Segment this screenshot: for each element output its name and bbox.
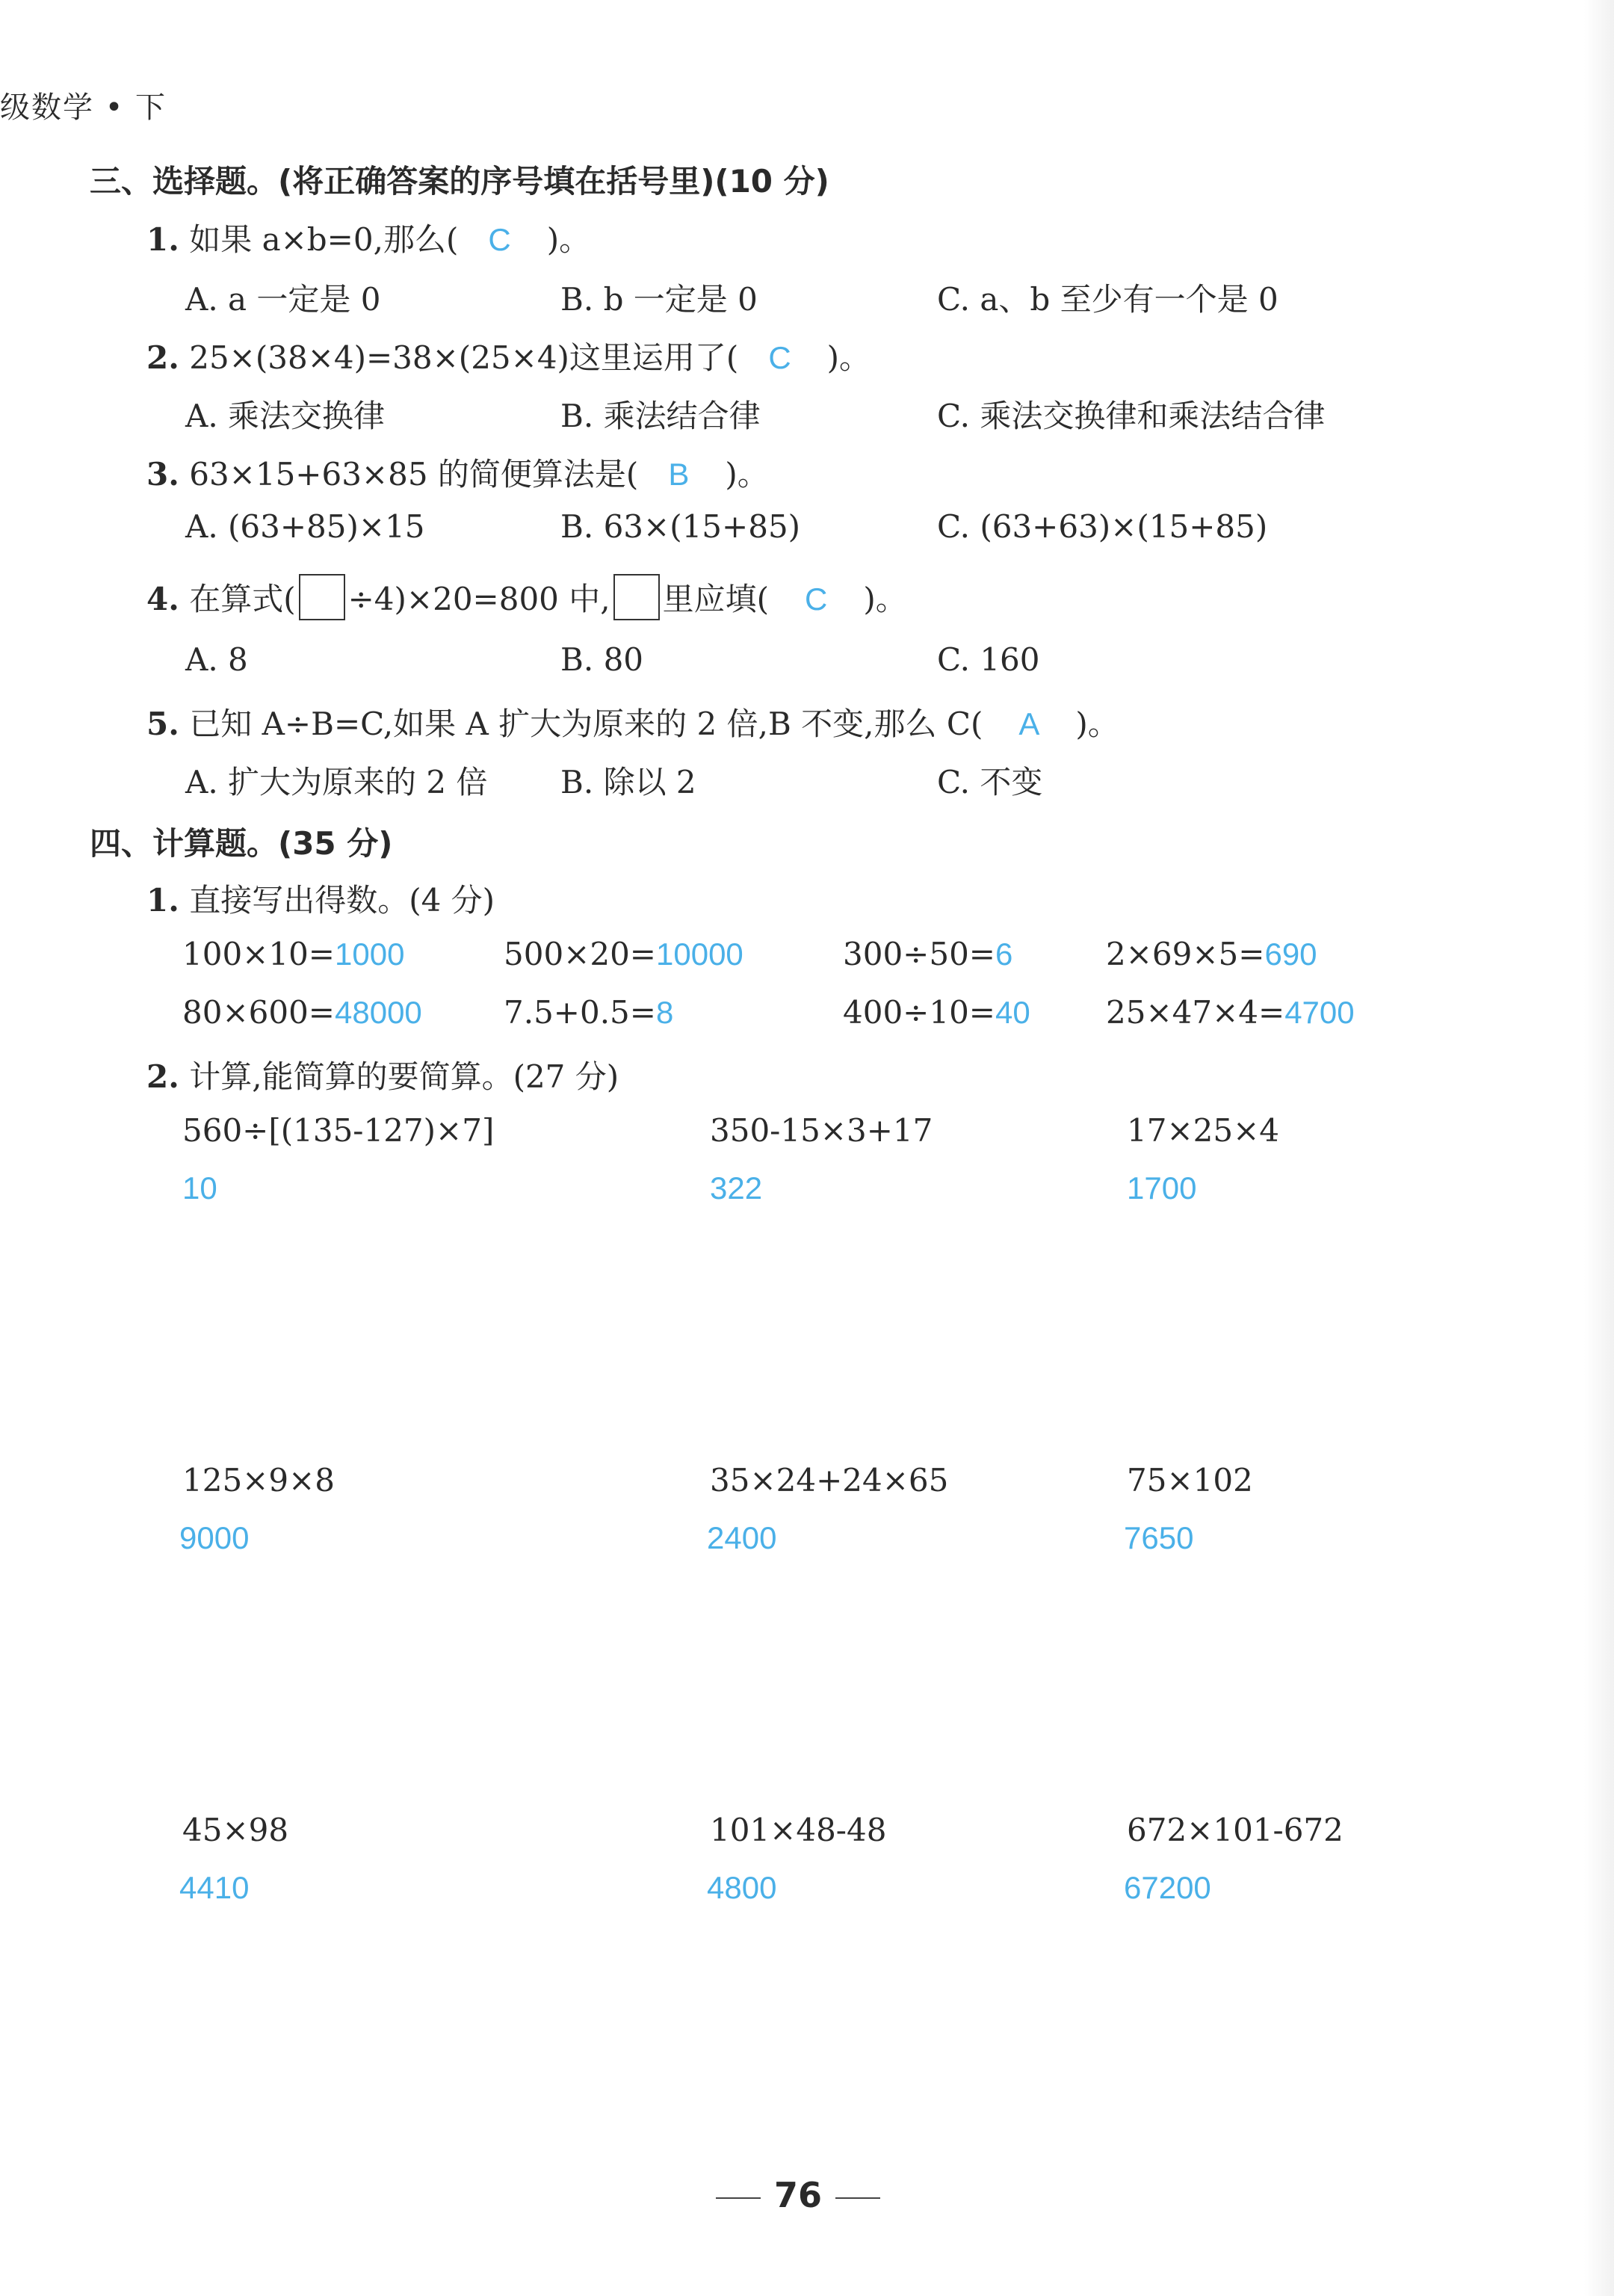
part1-heading: [146, 876, 495, 921]
part-title: 直接写出得数。(4 分): [189, 882, 495, 919]
page-number: [702, 2175, 894, 2215]
calc-expression: 672×101-672: [1127, 1812, 1344, 1848]
mental-math-item: [504, 936, 743, 972]
calc-answer: 7650: [1124, 1520, 1194, 1555]
option-b: B. 63×(15+85): [560, 508, 801, 545]
option-b: B. b 一定是 0: [560, 281, 758, 318]
mental-math-item: [182, 936, 404, 972]
question-stem-end: )。: [826, 339, 871, 376]
option-c: C. (63+63)×(15+85): [937, 508, 1268, 545]
calc-expression: 125×9×8: [182, 1462, 335, 1499]
expression: 100×10=: [182, 936, 335, 972]
calc-expression: 35×24+24×65: [710, 1462, 949, 1499]
question-number: 2.: [146, 339, 179, 376]
section3-title: 三、选择题。(将正确答案的序号填在括号里)(10 分): [90, 163, 829, 200]
question-1: [146, 215, 590, 260]
question-3: [146, 450, 769, 495]
mental-math-item: [843, 994, 1030, 1031]
question-number: 3.: [146, 456, 179, 493]
option-b: B. 除以 2: [560, 764, 696, 800]
expression: 500×20=: [504, 936, 656, 972]
answer: 10000: [656, 936, 743, 972]
mental-math-item: [1106, 936, 1317, 972]
option-a: A. 8: [185, 641, 248, 678]
mental-math-item: [504, 994, 673, 1031]
question-stem: 如果 a×b=0,那么(: [189, 221, 459, 258]
calc-expression: 101×48-48: [710, 1812, 887, 1848]
option-a: A. (63+85)×15: [185, 508, 425, 545]
question-stem-mid: ÷4)×20=800 中,: [347, 581, 610, 617]
part-title: 计算,能简算的要简算。(27 分): [189, 1058, 619, 1095]
answer: 690: [1264, 936, 1317, 972]
calc-answer: 322: [710, 1170, 763, 1206]
expression: 2×69×5=: [1106, 936, 1265, 972]
expression: 25×47×4=: [1106, 994, 1285, 1031]
question-2: [146, 333, 871, 378]
calc-expression: 560÷[(135-127)×7]: [182, 1112, 495, 1149]
question-stem-end: )。: [863, 581, 907, 617]
blank-box: [613, 574, 660, 620]
option-a: A. 乘法交换律: [185, 398, 386, 434]
option-c: C. a、b 至少有一个是 0: [937, 281, 1278, 318]
expression: 80×600=: [182, 994, 335, 1031]
running-header: 级数学 • 下: [0, 90, 167, 125]
option-c: C. 不变: [937, 764, 1043, 800]
question-4: [146, 574, 907, 620]
question-number: 5.: [146, 706, 179, 742]
question-stem-mid: 里应填(: [662, 581, 769, 617]
calc-answer: 67200: [1124, 1870, 1211, 1905]
answer: 8: [655, 995, 674, 1030]
answer-choice: C: [768, 340, 791, 375]
option-c: C. 乘法交换律和乘法结合律: [937, 398, 1326, 434]
mental-math-item: [843, 936, 1012, 972]
calc-answer: 9000: [179, 1520, 250, 1555]
question-5: [146, 700, 1119, 744]
divider: [716, 2197, 761, 2199]
question-stem-end: )。: [725, 456, 769, 493]
part-number: 2.: [146, 1058, 179, 1095]
divider: [835, 2197, 880, 2199]
calc-expression: 45×98: [182, 1812, 289, 1848]
page-number-text: 76: [774, 2175, 823, 2215]
option-a: A. a 一定是 0: [185, 281, 381, 318]
option-b: B. 乘法结合律: [560, 398, 761, 434]
question-stem: 在算式(: [189, 581, 296, 617]
question-stem: 63×15+63×85 的简便算法是(: [189, 456, 639, 493]
question-stem: 已知 A÷B=C,如果 A 扩大为原来的 2 倍,B 不变,那么 C(: [189, 706, 983, 742]
answer: 48000: [335, 995, 422, 1030]
section4-title: 四、计算题。(35 分): [90, 825, 393, 862]
question-stem: 25×(38×4)=38×(25×4)这里运用了(: [189, 339, 739, 376]
answer: 4700: [1284, 995, 1355, 1030]
option-c: C. 160: [937, 641, 1040, 678]
question-number: 1.: [146, 221, 179, 258]
answer-choice: C: [488, 222, 511, 257]
mental-math-item: [182, 994, 422, 1031]
calc-answer: 4800: [707, 1870, 777, 1905]
calc-expression: 75×102: [1127, 1462, 1253, 1499]
calc-answer: 10: [182, 1170, 217, 1206]
calc-answer: 4410: [179, 1870, 250, 1905]
answer: 40: [995, 995, 1030, 1030]
part-number: 1.: [146, 882, 179, 919]
part2-heading: [146, 1052, 619, 1097]
expression: 400÷10=: [843, 994, 995, 1031]
expression: 300÷50=: [843, 936, 995, 972]
question-number: 4.: [146, 581, 179, 617]
expression: 7.5+0.5=: [504, 994, 656, 1031]
mental-math-item: [1106, 994, 1355, 1031]
option-b: B. 80: [560, 641, 644, 678]
answer: 6: [995, 936, 1013, 972]
calc-answer: 2400: [707, 1520, 777, 1555]
calc-expression: 17×25×4: [1127, 1112, 1279, 1149]
answer-choice: A: [1018, 706, 1040, 741]
blank-box: [299, 574, 345, 620]
page-edge-shadow: [1584, 0, 1614, 2296]
answer: 1000: [335, 936, 405, 972]
question-stem-end: )。: [546, 221, 591, 258]
calc-answer: 1700: [1127, 1170, 1197, 1206]
calc-expression: 350-15×3+17: [710, 1112, 933, 1149]
option-a: A. 扩大为原来的 2 倍: [185, 764, 488, 800]
question-stem-end: )。: [1075, 706, 1119, 742]
answer-choice: C: [805, 581, 828, 617]
answer-choice: B: [668, 457, 690, 492]
